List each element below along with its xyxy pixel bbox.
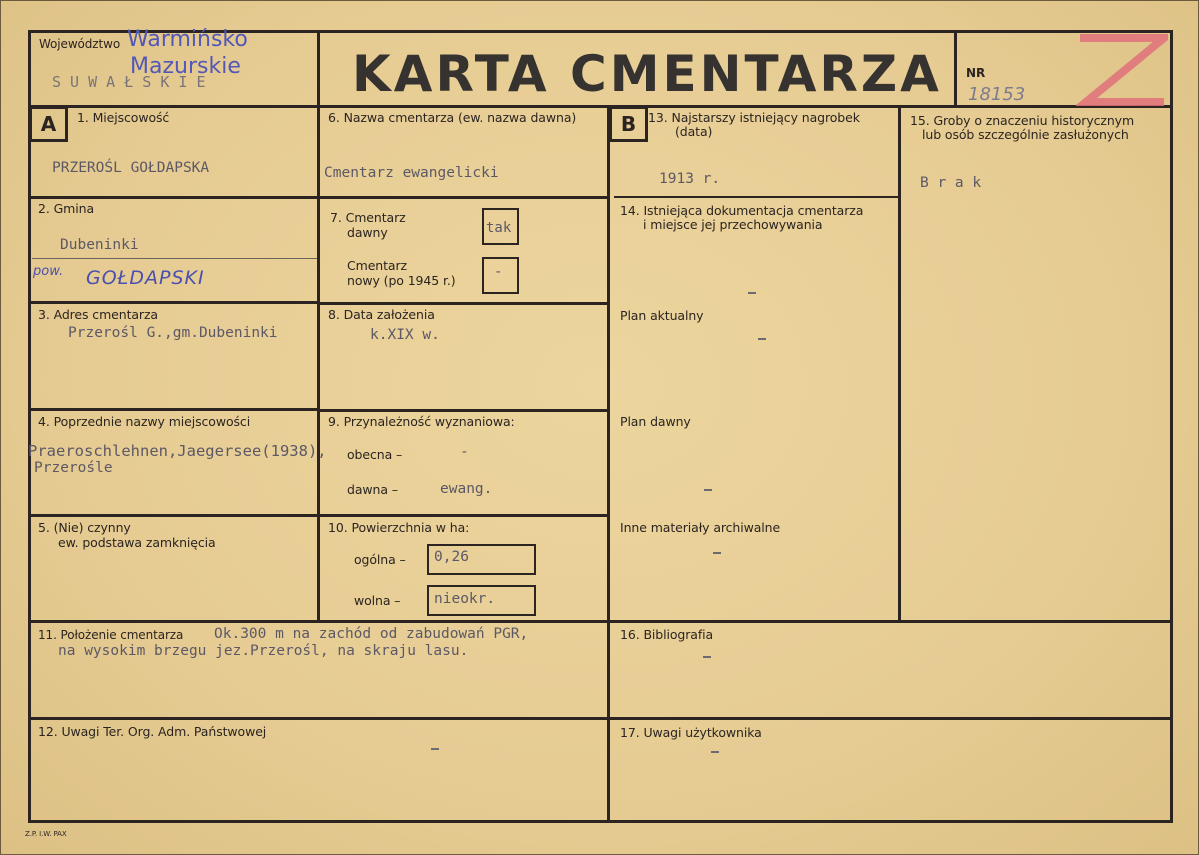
- field-17-dash: [711, 751, 719, 753]
- field-4-label: 4. Poprzednie nazwy miejscowości: [38, 414, 251, 429]
- field-12-dash: [431, 748, 439, 750]
- line-col2: [607, 105, 610, 820]
- other-materials-dash: [713, 552, 721, 554]
- field-7-label-old-line1: 7. Cmentarz: [330, 210, 406, 225]
- field-7-label-new-line2: nowy (po 1945 r.): [347, 273, 456, 288]
- printer-imprint: Z.P. I.W. PAX: [25, 830, 67, 838]
- field-10-free-value: nieokr.: [434, 591, 496, 607]
- line-gmina-sub: [32, 258, 317, 259]
- section-a-badge: A: [29, 106, 68, 142]
- field-7-new-value: -: [494, 264, 503, 280]
- field-10-free-label: wolna –: [354, 593, 401, 608]
- field-11-label: 11. Położenie cmentarza: [38, 628, 184, 642]
- field-4-value-line2: Przerośle: [34, 460, 113, 476]
- red-z-mark-icon: [1076, 34, 1168, 108]
- field-2-pow-value: GOŁDAPSKI: [86, 267, 205, 289]
- line-header-col3: [954, 30, 957, 106]
- field-10-total-value: 0,26: [434, 549, 469, 565]
- field-2-label: 2. Gmina: [38, 201, 95, 216]
- field-15-value: B r a k: [920, 175, 982, 191]
- border-right: [1170, 30, 1173, 823]
- field-11-value-line1: Ok.300 m na zachód od zabudowań PGR,: [214, 626, 529, 642]
- line-mid-row2: [318, 302, 608, 305]
- page-title: KARTA CMENTARZA: [352, 45, 942, 103]
- field-9-label: 9. Przynależność wyznaniowa:: [328, 414, 515, 429]
- field-7-label-new-line1: Cmentarz: [347, 258, 407, 273]
- field-13-label-line2: (data): [675, 124, 713, 139]
- line-row2: [28, 301, 318, 304]
- line-row5: [28, 620, 1173, 623]
- field-17-label: 17. Uwagi użytkownika: [620, 725, 762, 740]
- plan-current-dash: [758, 338, 766, 340]
- field-13-value: 1913 r.: [659, 171, 721, 187]
- plan-old-label: Plan dawny: [620, 414, 691, 429]
- field-1-value: PRZEROŚL GOŁDAPSKA: [52, 160, 210, 176]
- field-2-value: Dubeninki: [60, 237, 139, 253]
- field-9-current-value: -: [460, 444, 469, 460]
- field-1-label: 1. Miejscowość: [77, 110, 170, 125]
- border-bottom: [28, 820, 1173, 823]
- line-col3: [898, 105, 901, 620]
- field-14-label-line1: 14. Istniejąca dokumentacja cmentarza: [620, 203, 864, 218]
- section-b-badge: B: [609, 106, 648, 142]
- plan-current-label: Plan aktualny: [620, 308, 704, 323]
- wojewodztwo-stamp-line2: Mazurskie: [130, 54, 241, 79]
- field-5-label-line2: ew. podstawa zamknięcia: [58, 535, 216, 550]
- plan-old-dash: [704, 489, 712, 491]
- field-6-value: Cmentarz ewangelicki: [324, 165, 499, 181]
- line-mid-row4: [318, 514, 608, 517]
- line-header-bottom: [28, 105, 1173, 108]
- line-row1: [28, 196, 318, 199]
- field-11-value-line2: na wysokim brzegu jez.Przerośl, na skraju lasu.: [58, 643, 469, 659]
- field-9-current-label: obecna –: [347, 447, 403, 462]
- wojewodztwo-stamp-line1: Warmińsko: [127, 27, 248, 52]
- line-mid-row1: [318, 196, 608, 199]
- field-15-label-line1: 15. Groby o znaczeniu historycznym: [910, 113, 1135, 128]
- line-row6: [28, 717, 1173, 720]
- field-3-label: 3. Adres cmentarza: [38, 307, 158, 322]
- field-4-value-line1: Praeroschlehnen,Jaegersee(1938),: [28, 442, 327, 460]
- field-9-former-value: ewang.: [440, 481, 493, 497]
- field-13-label-line1: 13. Najstarszy istniejący nagrobek: [648, 110, 860, 125]
- wojewodztwo-typed: S U W A Ł S K I E: [52, 73, 206, 91]
- nr-label: NR: [966, 66, 986, 80]
- border-left: [28, 30, 31, 823]
- field-5-label-line1: 5. (Nie) czynny: [38, 520, 131, 535]
- field-10-label: 10. Powierzchnia w ha:: [328, 520, 470, 535]
- wojewodztwo-label: Województwo: [39, 37, 121, 51]
- line-mid-row3: [318, 409, 608, 412]
- field-14-label-line2: i miejsce jej przechowywania: [643, 217, 823, 232]
- field-6-label: 6. Nazwa cmentarza (ew. nazwa dawna): [328, 110, 577, 125]
- line-row3: [28, 408, 318, 411]
- field-7-old-value: tak: [486, 220, 512, 236]
- line-row4: [28, 514, 318, 517]
- nr-value: 18153: [968, 84, 1026, 105]
- field-10-total-label: ogólna –: [354, 552, 406, 567]
- field-8-value: k.XIX w.: [370, 327, 440, 343]
- line-b-row1: [614, 196, 898, 198]
- field-7-label-old-line2: dawny: [347, 225, 388, 240]
- field-2-pow-prefix: pow.: [33, 264, 64, 279]
- field-16-label: 16. Bibliografia: [620, 627, 714, 642]
- line-header-col1: [317, 30, 320, 620]
- field-12-label: 12. Uwagi Ter. Org. Adm. Państwowej: [38, 724, 267, 739]
- field-3-value: Przerośl G.,gm.Dubeninki: [68, 325, 278, 341]
- other-materials-label: Inne materiały archiwalne: [620, 520, 781, 535]
- field-14-dash: [748, 292, 756, 294]
- field-16-dash: [703, 656, 711, 658]
- field-8-label: 8. Data założenia: [328, 307, 435, 322]
- field-15-label-line2: lub osób szczególnie zasłużonych: [922, 127, 1129, 142]
- field-9-former-label: dawna –: [347, 482, 398, 497]
